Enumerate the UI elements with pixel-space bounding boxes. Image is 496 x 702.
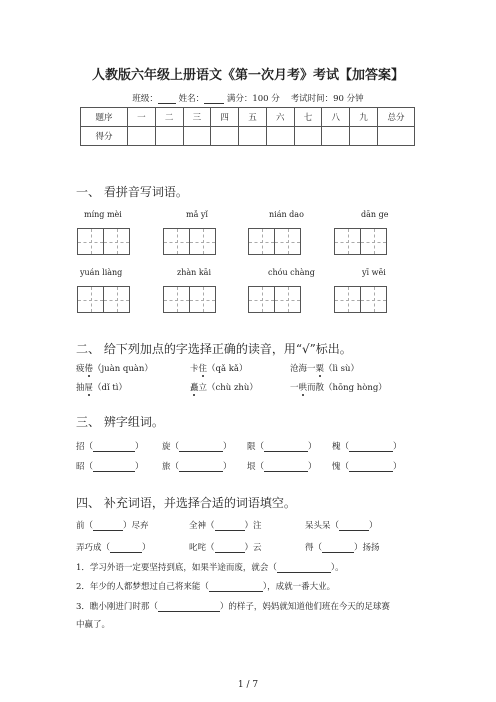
pronunciation-item[interactable]: [290, 362, 359, 374]
paren: ）: [308, 442, 317, 452]
item-text: 前（: [76, 521, 94, 531]
paren: ）: [308, 462, 317, 472]
paren: ）: [135, 462, 144, 472]
score-cell[interactable]: [239, 127, 267, 146]
item-text: 垠（: [247, 462, 265, 472]
score-table: [80, 107, 415, 146]
item-text: 昭（: [76, 462, 94, 472]
char-word-item[interactable]: [76, 440, 144, 452]
item-text: ）的样子，妈妈就知道他们班在今天的足球赛: [219, 602, 390, 612]
pinyin-label: chóu chàng: [268, 268, 315, 277]
item-text: 立: [198, 383, 208, 393]
item-text: 旅（: [162, 462, 180, 472]
item-text: 卡: [190, 364, 199, 374]
header-cell: 七: [294, 108, 322, 127]
item-text: 全神（: [189, 521, 215, 531]
item-text: 呆头呆（: [305, 521, 340, 531]
char-word-item[interactable]: [162, 460, 232, 472]
answer-blank[interactable]: [93, 462, 135, 472]
options: （chù zhù）: [207, 383, 258, 393]
item-text: 而散: [307, 383, 325, 393]
answer-blank[interactable]: [349, 442, 393, 452]
header-cell: 题序: [81, 108, 128, 127]
class-blank[interactable]: [158, 94, 176, 104]
class-label: 班级：: [132, 94, 158, 104]
header-cell: 总分: [378, 108, 415, 127]
answer-blank[interactable]: [93, 442, 135, 452]
item-text: 一: [290, 383, 299, 393]
pronunciation-item[interactable]: [190, 362, 247, 374]
item-text: 招（: [76, 442, 94, 452]
name-blank[interactable]: [204, 94, 224, 104]
score-cell[interactable]: [155, 127, 183, 146]
options: （qǎ kǎ）: [207, 364, 248, 374]
paren: ）: [223, 442, 232, 452]
options: （hōng hòng）: [324, 383, 387, 393]
header-cell: 一: [128, 108, 156, 127]
item-text: ）。: [330, 563, 344, 573]
score-cell[interactable]: [294, 127, 322, 146]
item-text: ）扬扬: [354, 543, 380, 553]
page-number: 1 / 7: [237, 680, 259, 690]
pinyin-label: mǎ yǐ: [186, 210, 208, 219]
score-cell[interactable]: [128, 127, 156, 146]
item-text: ）注: [244, 521, 262, 531]
header-cell: 五: [239, 108, 267, 127]
header-cell: 三: [183, 108, 211, 127]
item-text: ）: [369, 521, 378, 531]
item-text: 愧（: [332, 462, 350, 472]
char-word-item[interactable]: [332, 460, 402, 472]
idiom-item[interactable]: [76, 541, 151, 553]
pinyin-label: yī wēi: [362, 268, 386, 277]
item-text: 旋（: [162, 442, 180, 452]
pinyin-label: míng mèi: [84, 210, 122, 219]
answer-blank[interactable]: [339, 521, 369, 531]
full-score: 满分：100 分: [226, 94, 280, 104]
writing-grid[interactable]: [163, 228, 215, 255]
sentence-3-continued: 中赢了。: [76, 620, 111, 630]
item-text: 2．年少的人都梦想过自己将来能（: [76, 582, 209, 592]
writing-grid[interactable]: [334, 286, 386, 313]
paren: ）: [135, 442, 144, 452]
char-word-item[interactable]: [162, 440, 232, 452]
answer-blank[interactable]: [277, 563, 331, 573]
answer-blank[interactable]: [264, 462, 308, 472]
dotted-char: 倦: [84, 364, 94, 374]
item-text: 抽: [76, 383, 85, 393]
idiom-item[interactable]: [305, 541, 380, 553]
item-text: 叱咤（: [189, 543, 215, 553]
pronunciation-item[interactable]: [76, 362, 153, 374]
header-cell: 九: [350, 108, 378, 127]
score-cell[interactable]: [350, 127, 378, 146]
idiom-item[interactable]: [189, 541, 262, 553]
item-text: 得（: [305, 543, 323, 553]
header-cell: 六: [266, 108, 294, 127]
dotted-char: 屉: [84, 383, 94, 393]
name-label: 姓名：: [178, 94, 205, 104]
pronunciation-item[interactable]: [290, 381, 387, 393]
paren: ）: [393, 462, 402, 472]
char-word-item[interactable]: [247, 460, 317, 472]
header-cell: 四: [211, 108, 239, 127]
section-3-heading: 三、 辨字组词。: [76, 415, 164, 429]
exam-time: 考试时间：90 分钟: [290, 94, 364, 104]
score-cell[interactable]: [183, 127, 211, 146]
answer-blank[interactable]: [349, 462, 393, 472]
dotted-char: 粟: [315, 364, 325, 374]
options: （juàn quàn）: [93, 364, 153, 374]
header-cell: 二: [155, 108, 183, 127]
score-cell[interactable]: [266, 127, 294, 146]
answer-blank[interactable]: [110, 543, 142, 553]
idiom-item[interactable]: [189, 519, 262, 531]
item-text: 疲: [76, 364, 85, 374]
answer-blank[interactable]: [158, 602, 220, 612]
item-text: ）尽弃: [123, 521, 149, 531]
answer-blank[interactable]: [179, 442, 223, 452]
score-row-label: 得分: [81, 127, 128, 146]
pinyin-label: yuán liàng: [80, 268, 123, 277]
score-cell[interactable]: [211, 127, 239, 146]
answer-blank[interactable]: [179, 462, 223, 472]
sentence-1[interactable]: [76, 561, 344, 573]
pronunciation-item[interactable]: [76, 381, 127, 393]
item-text: 1．学习外语一定要坚持到底，如果半途而废，就会（: [76, 563, 277, 573]
char-word-item[interactable]: [332, 440, 402, 452]
item-text: 限（: [247, 442, 265, 452]
item-text: ）云: [244, 543, 262, 553]
score-cell[interactable]: [322, 127, 350, 146]
dotted-char: 哄: [298, 383, 308, 393]
answer-blank[interactable]: [264, 442, 308, 452]
writing-grid[interactable]: [163, 286, 215, 313]
answer-blank[interactable]: [322, 543, 354, 553]
answer-blank[interactable]: [93, 521, 123, 531]
pinyin-label: dān ge: [361, 210, 389, 219]
sentence-3[interactable]: [76, 600, 390, 612]
writing-grid[interactable]: [77, 286, 129, 313]
item-text: 槐（: [332, 442, 350, 452]
answer-blank[interactable]: [215, 521, 245, 531]
answer-blank[interactable]: [215, 543, 245, 553]
dotted-char: 矗: [190, 383, 199, 393]
idiom-item[interactable]: [305, 519, 378, 531]
section-1-heading: 一、 看拼音写词语。: [76, 185, 188, 199]
dotted-char: 住: [198, 364, 208, 374]
pronunciation-item[interactable]: [190, 381, 258, 393]
pinyin-label: zhàn kāi: [177, 268, 212, 277]
options: （dǐ tì）: [93, 383, 128, 393]
writing-grid[interactable]: [248, 228, 300, 255]
writing-grid[interactable]: [334, 228, 386, 255]
options: （lì sù）: [324, 364, 360, 374]
idiom-item[interactable]: [76, 519, 149, 531]
pinyin-label: nián dao: [269, 210, 304, 219]
exam-info: [0, 92, 496, 104]
item-text: 弄巧成（: [76, 543, 111, 553]
char-word-item[interactable]: [76, 460, 144, 472]
answer-blank[interactable]: [209, 582, 263, 592]
sentence-2[interactable]: [76, 580, 335, 592]
section-4-heading: 四、 补充词语，并选择合适的词语填空。: [76, 496, 296, 510]
header-cell: 八: [322, 108, 350, 127]
item-text: ），成就一番大业。: [262, 582, 336, 592]
score-header-row: [81, 108, 415, 127]
item-text: ）: [142, 543, 151, 553]
writing-grid[interactable]: [77, 228, 129, 255]
score-cell[interactable]: [378, 127, 415, 146]
item-text: 3．瞧小刚进门时那（: [76, 602, 158, 612]
section-2-heading: 二、 给下列加点的字选择正确的读音，用“√”标出。: [76, 342, 352, 356]
page-title: 人教版六年级上册语文《第一次月考》考试【加答案】: [91, 68, 404, 83]
item-text: 沧海一: [290, 364, 316, 374]
writing-grid[interactable]: [248, 286, 300, 313]
paren: ）: [393, 442, 402, 452]
score-row: [81, 127, 415, 146]
char-word-item[interactable]: [247, 440, 317, 452]
paren: ）: [223, 462, 232, 472]
